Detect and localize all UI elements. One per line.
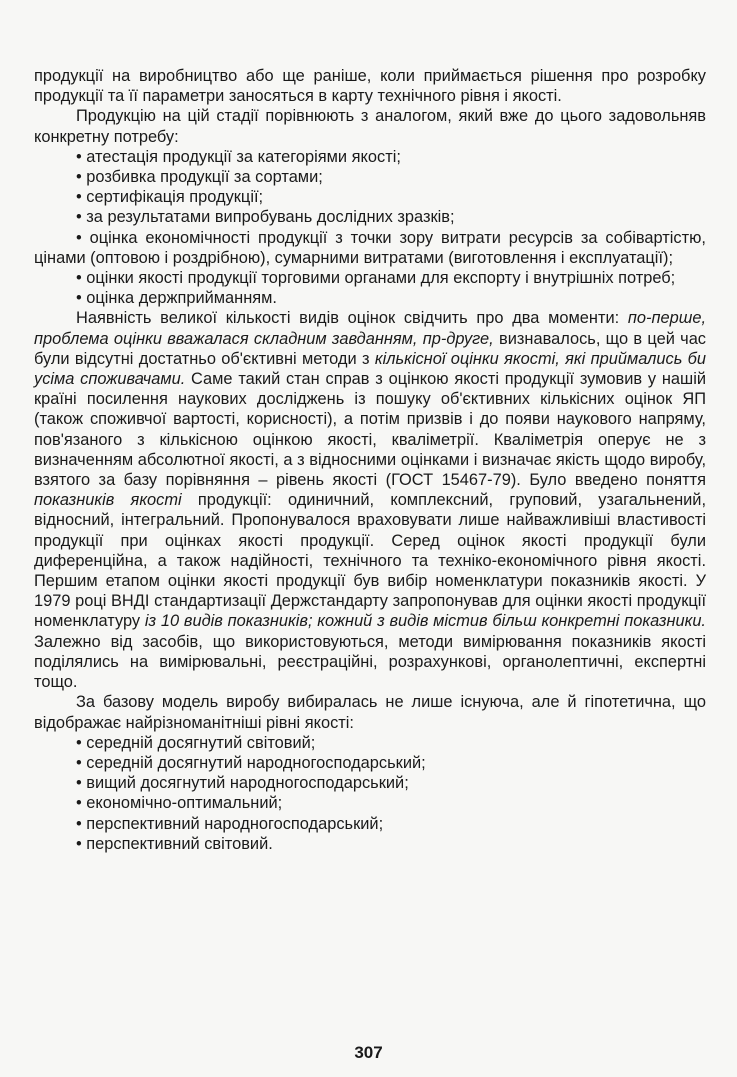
- text-run: • оцінка держприйманням.: [76, 289, 277, 308]
- list-item: [34, 207, 706, 227]
- text-run: • оцінки якості продукції торговими органами для експорту і внутрішніх потреб;: [76, 269, 676, 288]
- text-run: За базову модель виробу вибиралась не лише існуюча, але й гіпотетична, що відображає найрізноманітніші рівні якості:: [34, 693, 706, 732]
- paragraph: [34, 308, 706, 692]
- paragraph: [34, 66, 706, 106]
- list-item: [34, 773, 706, 793]
- page-number: 307: [354, 1043, 383, 1062]
- text-run: • середній досягнутий народногосподарський;: [76, 753, 426, 772]
- text-run: продукції на виробництво або ще раніше, коли приймається рішення про розробку продукції та її параметри заносяться в карту технічного рівня і якості.: [34, 67, 706, 106]
- text-run: • перспективний народногосподарський;: [76, 814, 384, 833]
- list-item: [34, 753, 706, 773]
- list-item: [34, 167, 706, 187]
- list-item: [34, 834, 706, 854]
- list-item: [34, 228, 706, 268]
- text-run: • оцінка економічності продукції з точки зору витрати ресурсів за собівартістю, цінами (оптовою і роздрібною), сумарними витратами (виготовлення і експлуатації);: [34, 228, 706, 267]
- text-run: Залежно від засобів, що використовуються, методи вимірювання показників якості поділялись на вимірювальні, реєстраційні, розрахункові, органолептичні, експертні тощо.: [34, 632, 706, 692]
- emphasis-text: із 10 видів показників; кожний з видів містив більш конкретні показники.: [144, 612, 706, 631]
- list-item: [34, 187, 706, 207]
- text-run: • сертифікація продукції;: [76, 188, 264, 207]
- list-item: [34, 288, 706, 308]
- text-run: • економічно-оптимальний;: [76, 794, 283, 813]
- text-run: визнавалось, що в цей час були відсутні достатньо об'єктивні методи з: [34, 329, 707, 368]
- list-item: [34, 814, 706, 834]
- text-run: Саме такий стан справ з оцінкою якості продукції зумовив у нашій країні посилення наукових досліджень із пошуку об'єктивних кількісних оцінок ЯП (також споживчої вартості, корисності), а потім призвів і до появи наукового напряму, пов'язаного з кількісною оцінкою якості, кваліметрії. Кваліметрія оперує не з визначенням абсолютної якості, а з відносними оцінками і визначає якість щодо виробу, взятого за базу порівняння – рівень якості (ГОСТ 15467-79). Було введено поняття: [34, 370, 706, 490]
- text-run: Продукцію на цій стадії порівнюють з аналогом, який вже до цього задовольняв конкретну потребу:: [34, 107, 706, 146]
- page-body: [34, 66, 706, 854]
- text-run: продукції: одиничний, комплексний, груповий, узагальнений, відносний, інтегральний. Пропонувалося враховувати лише найважливіші властивості продукції при оцінках якості продукції. Серед оцінок якості продукції були диференційна, а також надійності, технічного та техніко-економічного рівня якості. Першим етапом оцінки якості продукції був вибір номенклатури показників якості. У 1979 році ВНДІ стандартизації Держстандарту запропонував для оцінки якості продукції номенклатуру: [34, 491, 706, 631]
- text-run: • середній досягнутий світовий;: [76, 733, 316, 752]
- list-item: [34, 793, 706, 813]
- text-run: • перспективний світовий.: [76, 834, 273, 853]
- paragraph: [34, 106, 706, 146]
- text-run: • за результатами випробувань дослідних зразків;: [76, 208, 455, 227]
- text-run: • атестація продукції за категоріями якості;: [76, 147, 401, 166]
- emphasis-text: кількісної оцінки якості, які приймались би усіма споживачами.: [34, 349, 706, 389]
- list-item: [34, 268, 706, 288]
- text-run: Наявність великої кількості видів оцінок свідчить про два моменти:: [76, 309, 628, 328]
- list-item: [34, 147, 706, 167]
- text-run: • вищий досягнутий народногосподарський;: [76, 774, 409, 793]
- list-item: [34, 733, 706, 753]
- text-run: • розбивка продукції за сортами;: [76, 168, 323, 187]
- emphasis-text: по-перше, проблема оцінки вважалася складним завданням, пр-друге,: [34, 309, 706, 348]
- paragraph: [34, 692, 706, 732]
- emphasis-text: показників якості: [34, 491, 182, 510]
